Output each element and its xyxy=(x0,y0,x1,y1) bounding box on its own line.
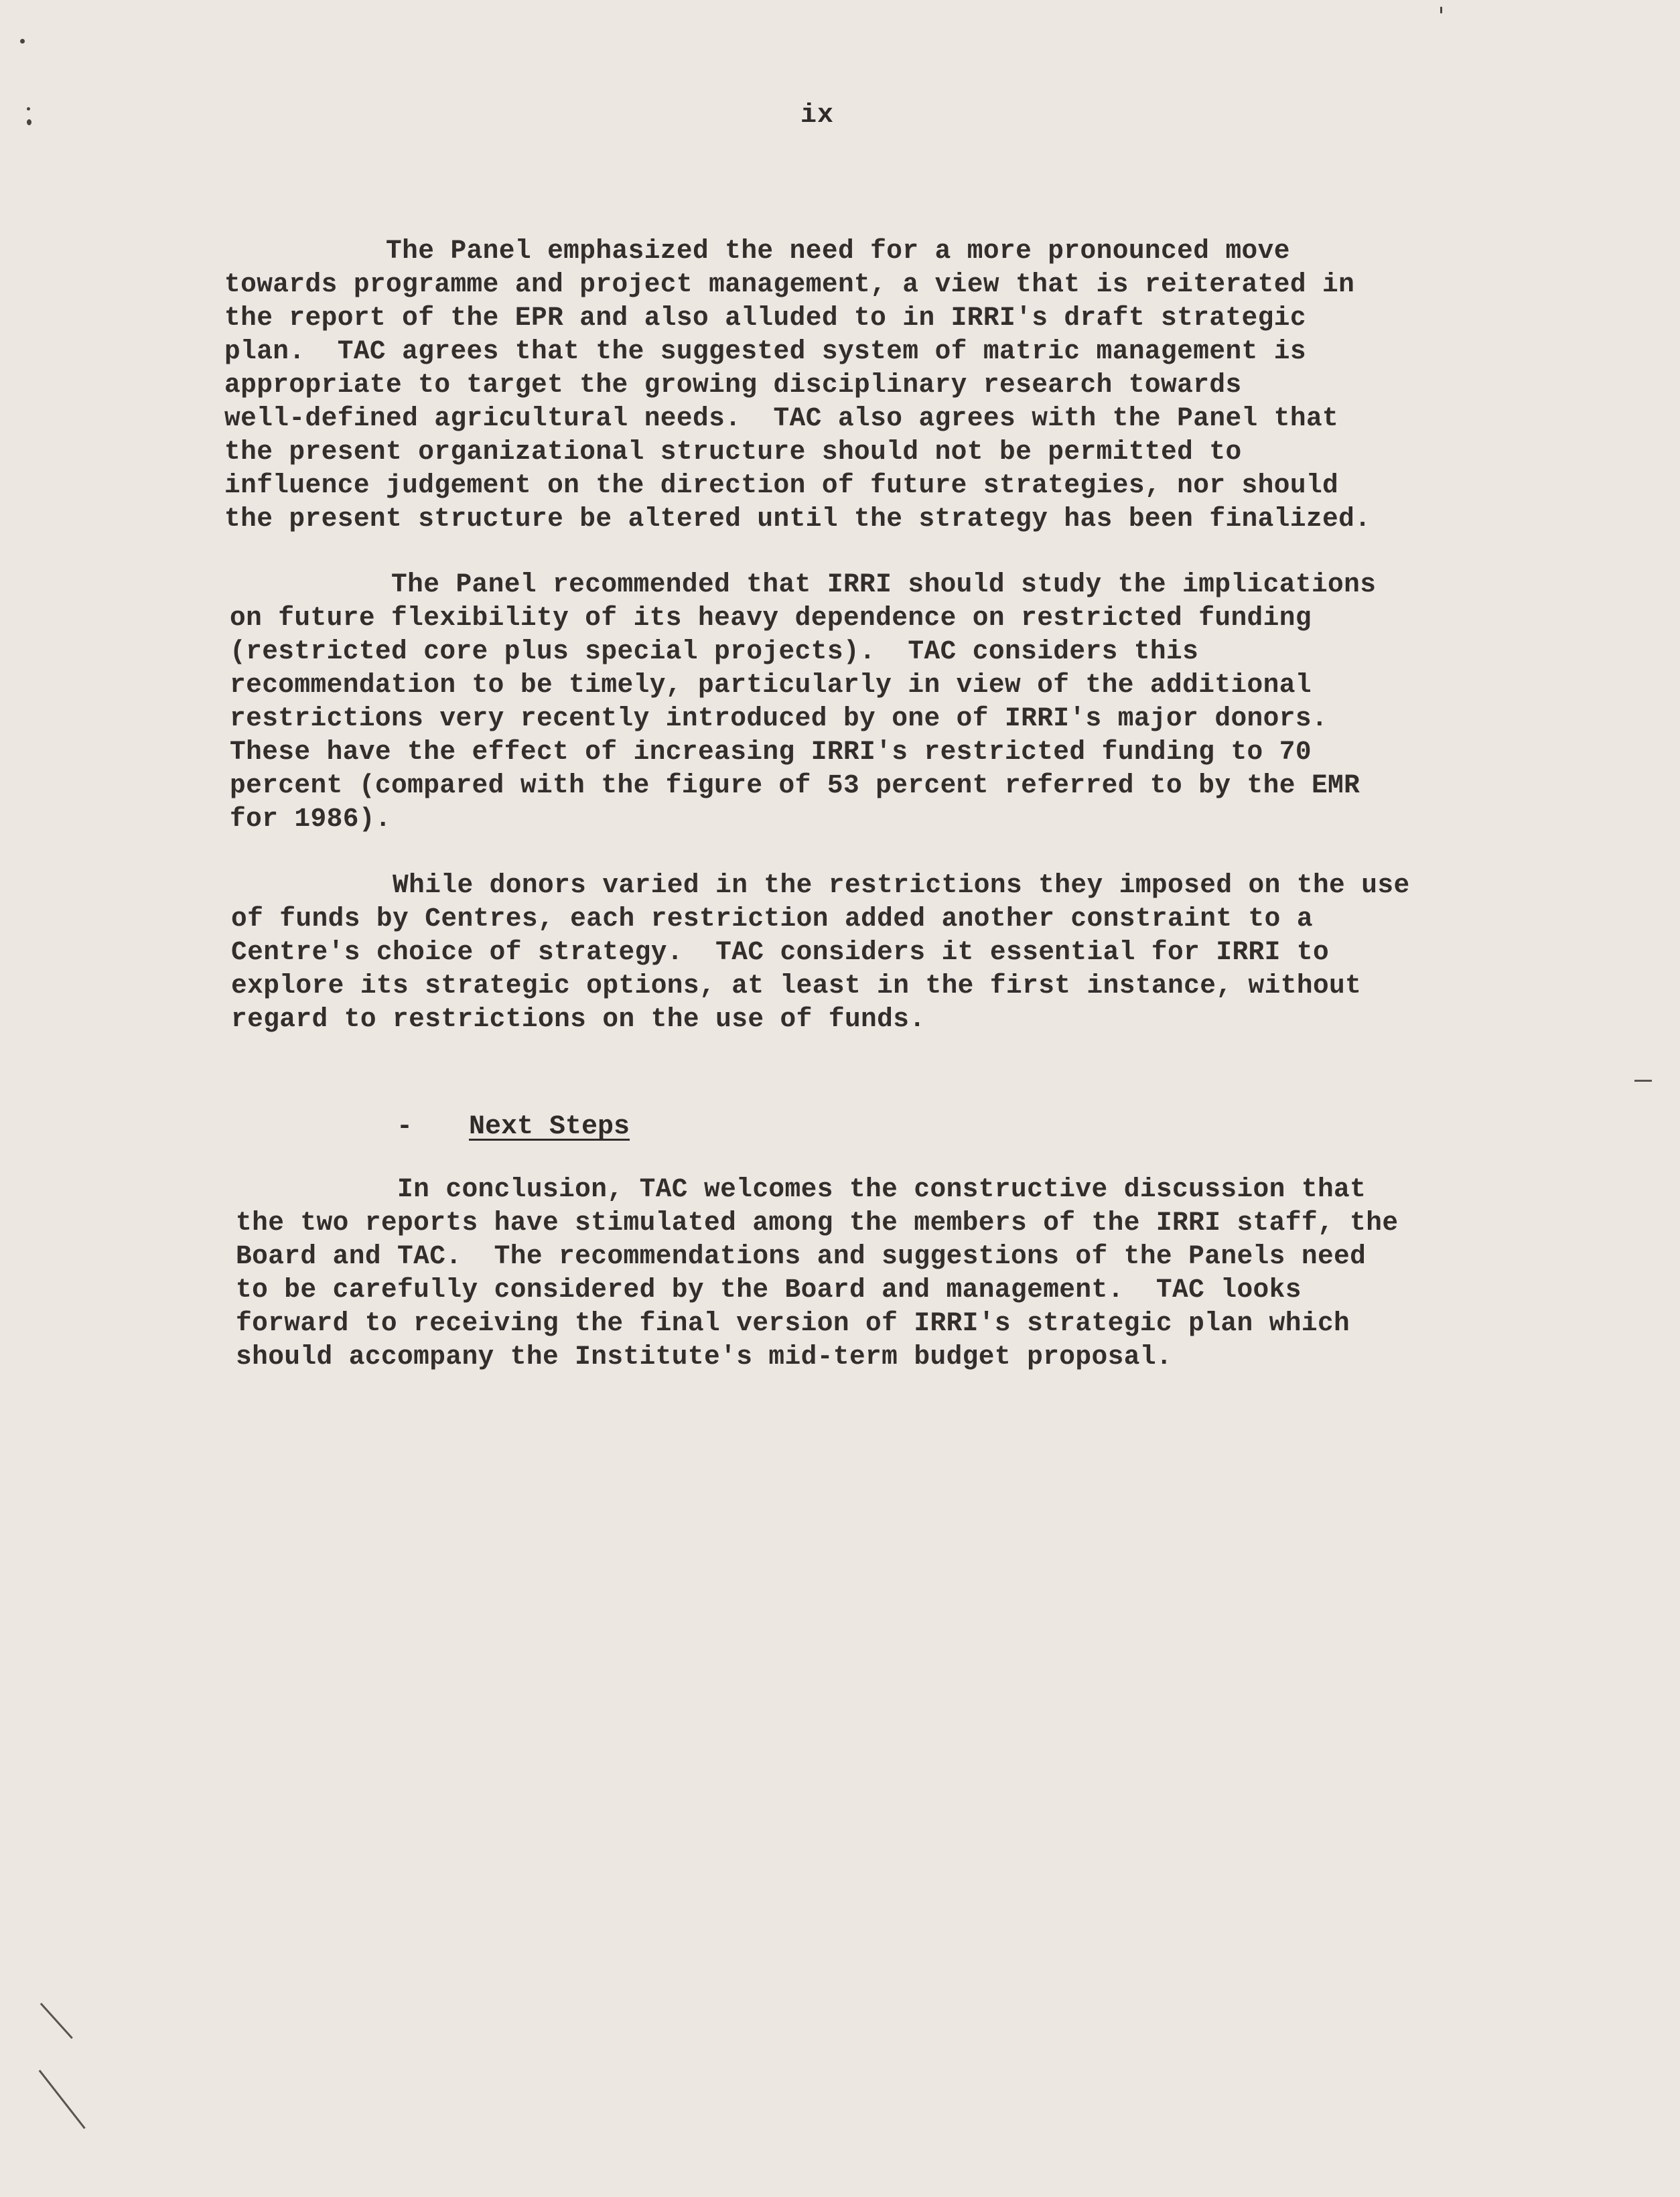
scan-speck xyxy=(27,107,30,111)
scan-speck xyxy=(1440,7,1442,13)
text-line: of funds by Centres, each restriction added another constraint to a xyxy=(231,904,1313,934)
text-line: Board and TAC. The recommendations and suggestions of the Panels need xyxy=(236,1241,1367,1271)
text-line: the report of the EPR and also alluded to in IRRI's draft strategic xyxy=(224,303,1306,333)
text-line: to be carefully considered by the Board and management. TAC looks xyxy=(236,1275,1302,1305)
scan-mark xyxy=(39,2070,86,2129)
text-line: well-defined agricultural needs. TAC also agrees with the Panel that xyxy=(224,403,1339,433)
text-line: plan. TAC agrees that the suggested system of matric management is xyxy=(224,336,1306,366)
text-line: on future flexibility of its heavy dependence on restricted funding xyxy=(230,603,1312,633)
scan-speck xyxy=(27,119,31,125)
text-line: the present organizational structure should not be permitted to xyxy=(224,437,1242,467)
text-line: (restricted core plus special projects). TAC considers this xyxy=(230,636,1199,666)
text-line: restrictions very recently introduced by one of IRRI's major donors. xyxy=(230,703,1328,733)
text-line: regard to restrictions on the use of funds. xyxy=(231,1004,926,1034)
text-line: recommendation to be timely, particularly in view of the additional xyxy=(230,670,1312,700)
scan-mark xyxy=(1634,1080,1652,1082)
text-line: appropriate to target the growing disciplinary research towards xyxy=(224,370,1242,400)
text-line: The Panel emphasized the need for a more pronounced move xyxy=(224,236,1290,266)
text-line: While donors varied in the restrictions they imposed on the use xyxy=(231,870,1410,900)
heading-dash: - xyxy=(397,1112,413,1142)
text-line: should accompany the Institute's mid-term budget proposal. xyxy=(236,1342,1173,1372)
text-line: for 1986). xyxy=(230,804,392,834)
scan-speck xyxy=(20,39,25,44)
heading-title: Next Steps xyxy=(469,1112,630,1142)
page-number: ix xyxy=(800,100,835,131)
text-line: The Panel recommended that IRRI should study the implications xyxy=(230,569,1377,599)
text-line: influence judgement on the direction of future strategies, nor should xyxy=(224,470,1339,500)
text-line: explore its strategic options, at least in the first instance, without xyxy=(231,971,1362,1001)
text-line: forward to receiving the final version of IRRI's strategic plan which xyxy=(236,1308,1350,1338)
text-line: These have the effect of increasing IRRI's restricted funding to 70 xyxy=(230,737,1312,767)
text-line: percent (compared with the figure of 53 percent referred to by the EMR xyxy=(230,770,1360,800)
text-line: In conclusion, TAC welcomes the constructive discussion that xyxy=(236,1174,1367,1204)
text-line: the present structure be altered until the strategy has been finalized. xyxy=(224,504,1371,534)
text-line: towards programme and project management, a view that is reiterated in xyxy=(224,269,1355,299)
text-line: the two reports have stimulated among the members of the IRRI staff, the xyxy=(236,1208,1399,1238)
text-line: Centre's choice of strategy. TAC considers it essential for IRRI to xyxy=(231,937,1330,967)
scan-mark xyxy=(40,2003,73,2039)
